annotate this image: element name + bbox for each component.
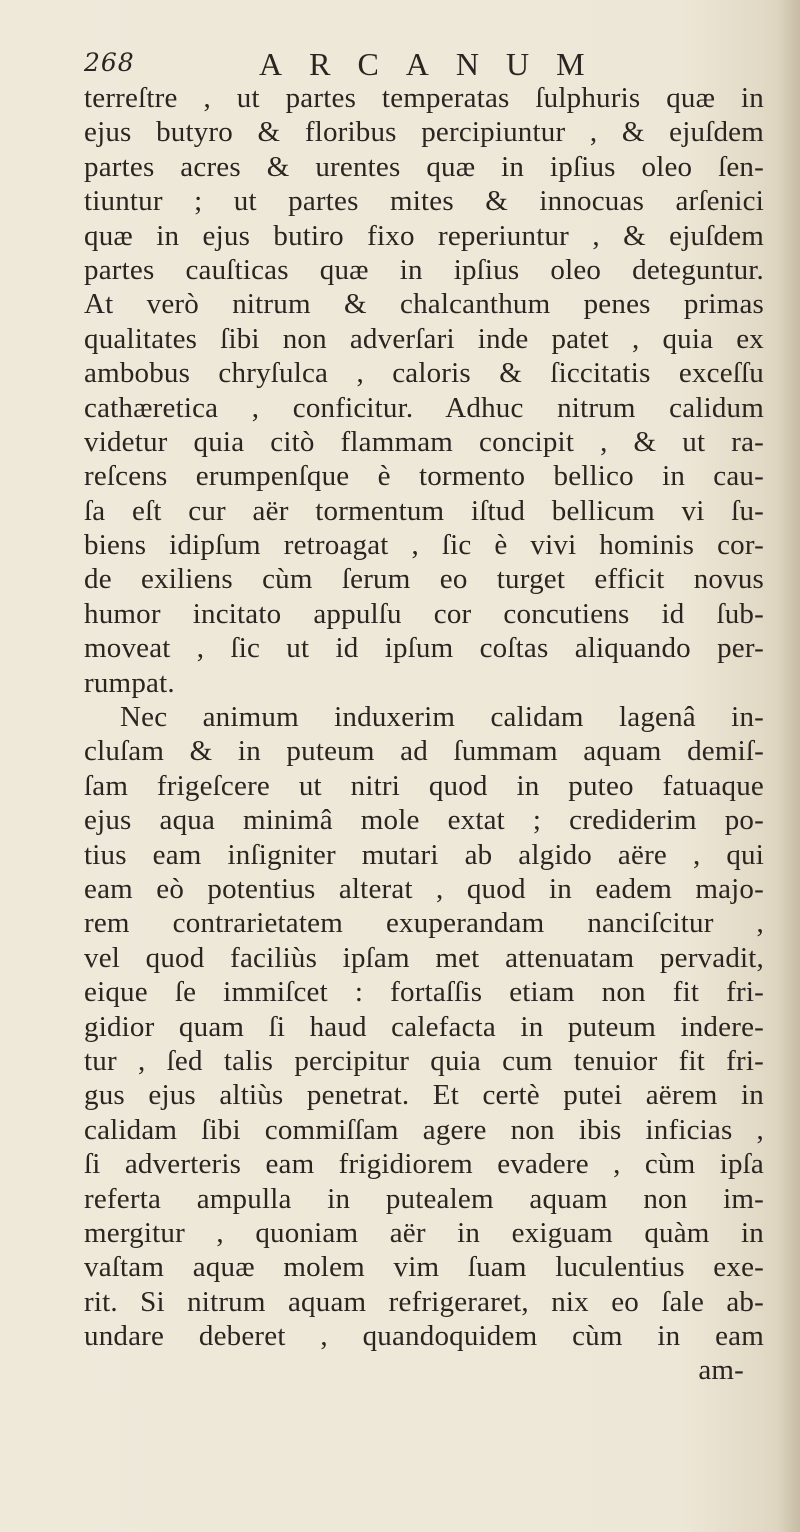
text-line: ſa eſt cur aër tormentum iſtud bellicum vi ſu- bbox=[84, 494, 764, 527]
text-line: biens idipſum retroagat , ſic è vivi hominis cor- bbox=[84, 529, 764, 562]
text-line: videtur quia citò flammam concipit , & ut ra- bbox=[84, 425, 764, 458]
text-line: ſi adverteris eam frigidiorem evadere , cùm ipſa bbox=[84, 1148, 764, 1181]
catchword: am- bbox=[698, 1354, 744, 1387]
text-line: partes cauſticas quæ in ipſius oleo deteguntur. bbox=[84, 253, 764, 286]
text-line: cluſam & in puteum ad ſummam aquam demiſ- bbox=[84, 735, 764, 768]
text-line: eique ſe immiſcet : fortaſſis etiam non fit fri- bbox=[84, 976, 764, 1009]
text-line: gidior quam ſi haud calefacta in puteum indere- bbox=[84, 1010, 764, 1043]
text-line: undare deberet , quandoquidem cùm in eam bbox=[84, 1320, 764, 1353]
text-line: tur , ſed talis percipitur quia cum tenuior fit fri- bbox=[84, 1044, 764, 1077]
text-line: referta ampulla in putealem aquam non im- bbox=[84, 1182, 764, 1215]
text-line: vaſtam aquæ molem vim ſuam luculentius exe- bbox=[84, 1251, 764, 1284]
running-title: ARCANUM bbox=[259, 46, 612, 82]
text-line: terreſtre , ut partes temperatas ſulphuris quæ in bbox=[84, 82, 764, 114]
body-text bbox=[84, 81, 764, 1388]
text-line: partes acres & urentes quæ in ipſius oleo ſen- bbox=[84, 150, 764, 183]
paragraph-start-line: Nec animum induxerim calidam lagenâ in- bbox=[120, 701, 764, 734]
text-line: mergitur , quoniam aër in exiguam quàm in bbox=[84, 1216, 764, 1249]
text-line: moveat , ſic ut id ipſum coſtas aliquando per- bbox=[84, 632, 764, 665]
text-line: ejus butyro & floribus percipiuntur , & ejuſdem bbox=[84, 116, 764, 149]
text-line: cathæretica , conficitur. Adhuc nitrum calidum bbox=[84, 391, 764, 424]
text-line: rumpat. bbox=[84, 666, 175, 699]
text-line: ſam frigeſcere ut nitri quod in puteo fatuaque bbox=[84, 769, 764, 802]
text-line: eam eò potentius alterat , quod in eadem majo- bbox=[84, 872, 764, 905]
text-line: ambobus chryſulca , caloris & ſiccitatis exceſſu bbox=[84, 357, 764, 390]
text-line: humor incitato appulſu cor concutiens id ſub- bbox=[84, 597, 764, 630]
text-line: calidam ſibi commiſſam agere non ibis inficias , bbox=[84, 1113, 764, 1146]
text-line: quæ in ejus butiro fixo reperiuntur , & ejuſdem bbox=[84, 219, 764, 252]
text-line: qualitates ſibi non adverſari inde patet , quia ex bbox=[84, 322, 764, 355]
text-line: reſcens erumpenſque è tormento bellico in cau- bbox=[84, 460, 764, 493]
text-line: rem contrarietatem exuperandam nanciſcitur , bbox=[84, 907, 764, 940]
text-line: vel quod faciliùs ipſam met attenuatam pervadit, bbox=[84, 941, 764, 974]
text-line: ejus aqua minimâ mole extat ; crediderim po- bbox=[84, 804, 764, 837]
text-line: At verò nitrum & chalcanthum penes primas bbox=[84, 288, 764, 321]
text-line: tiuntur ; ut partes mites & innocuas arſenici bbox=[84, 185, 764, 218]
page-header bbox=[84, 46, 744, 86]
page-number: 268 bbox=[84, 48, 135, 77]
text-line: rit. Si nitrum aquam refrigeraret, nix eo ſale ab- bbox=[84, 1285, 764, 1318]
text-line: tius eam inſigniter mutari ab algido aëre , qui bbox=[84, 838, 764, 871]
text-line: gus ejus altiùs penetrat. Et certè putei aërem in bbox=[84, 1079, 764, 1112]
text-line: de exiliens cùm ſerum eo turget efficit novus bbox=[84, 563, 764, 596]
page-edge-shadow bbox=[778, 0, 800, 1532]
